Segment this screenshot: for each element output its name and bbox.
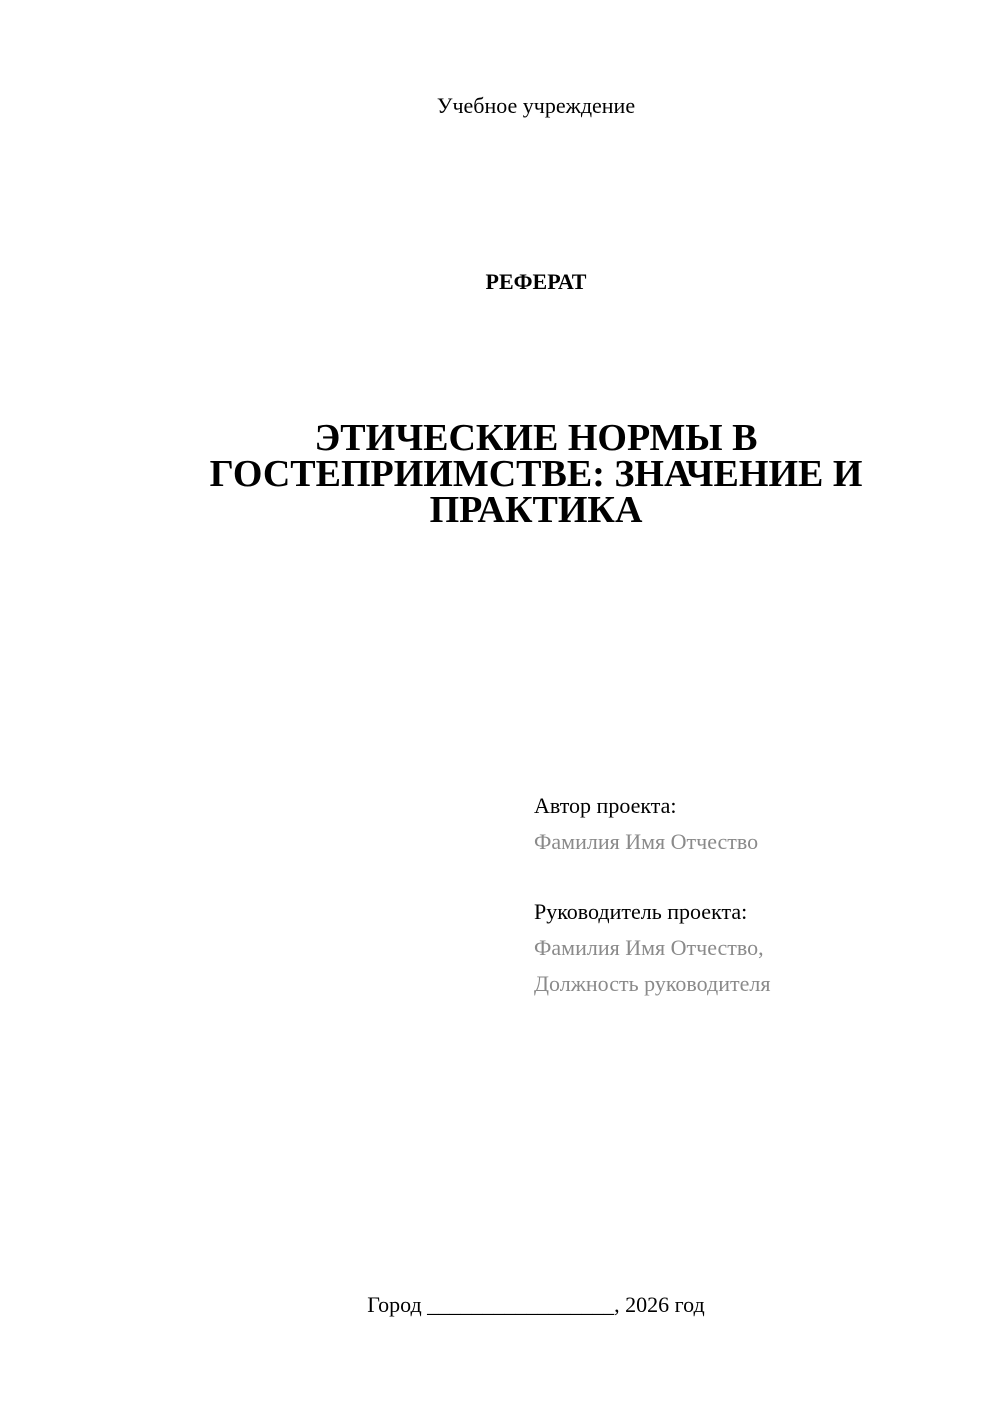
title-line: ПРАКТИКА: [429, 489, 643, 531]
author-label: Автор проекта:: [534, 793, 677, 818]
supervisor-label: Руководитель проекта:: [534, 899, 748, 924]
supervisor-position: Должность руководителя: [534, 971, 771, 996]
institution-name: Учебное учреждение: [436, 93, 636, 118]
title-line: ГОСТЕПРИИМСТВЕ: ЗНАЧЕНИЕ И: [209, 453, 863, 495]
supervisor-name: Фамилия Имя Отчество,: [534, 935, 764, 960]
document-title: [150, 417, 922, 531]
document-type: РЕФЕРАТ: [485, 269, 587, 294]
title-line: ЭТИЧЕСКИЕ НОРМЫ В: [314, 417, 758, 459]
city-year-line: Город _________________, 2026 год: [367, 1292, 705, 1317]
project-credits: [534, 788, 954, 1002]
author-name: Фамилия Имя Отчество: [534, 829, 759, 854]
